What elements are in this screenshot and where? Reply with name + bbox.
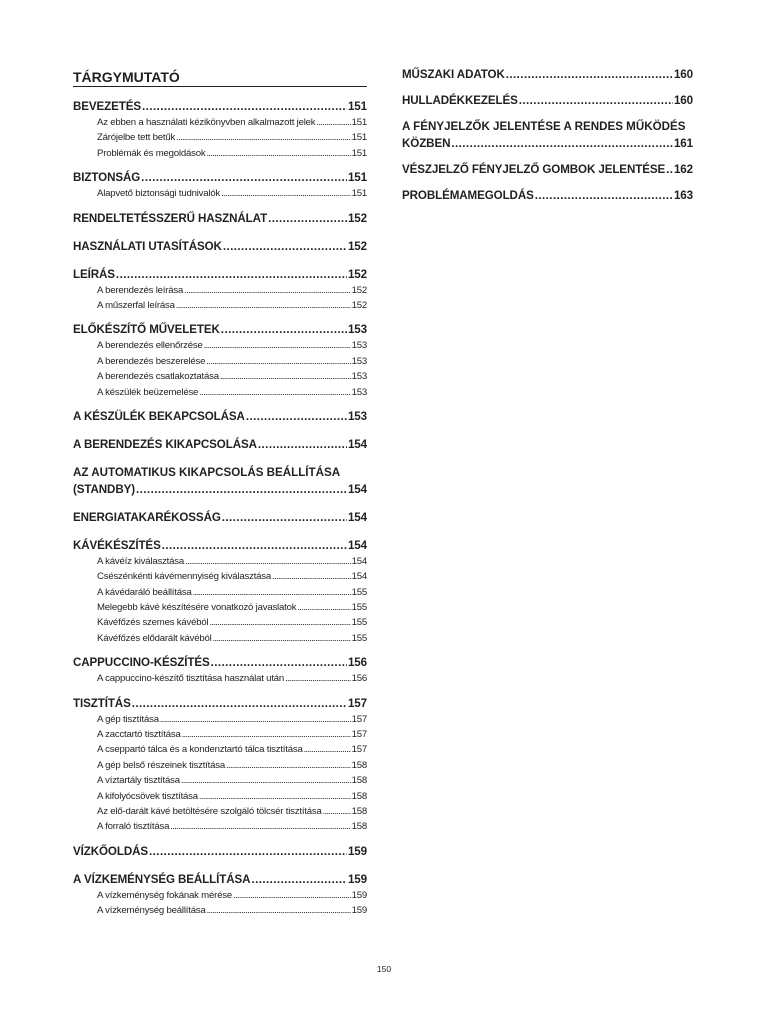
toc-subentry-label: A kávéíz kiválasztása <box>97 555 184 567</box>
toc-section <box>73 321 367 400</box>
toc-right-list <box>402 66 693 204</box>
toc-subentry-label: A forraló tisztítása <box>97 821 170 833</box>
toc-heading-page-number: 159 <box>347 844 367 858</box>
toc-subentry-page-number: 152 <box>351 299 367 311</box>
toc-subentry-label: A kifolyócsövek tisztítása <box>97 790 198 802</box>
toc-heading-line1: A FÉNYJELZŐK JELENTÉSE A RENDES MŰKÖDÉS <box>402 120 686 133</box>
dot-leader <box>221 186 351 201</box>
dot-leader <box>272 569 351 584</box>
dot-leader <box>506 66 673 83</box>
toc-subentry[interactable] <box>73 712 367 727</box>
dot-leader <box>176 130 350 145</box>
toc-subentry-label: A cappuccino-készítő tisztítása használat után <box>97 673 285 685</box>
toc-section <box>73 654 367 686</box>
toc-heading-label: RENDELTETÉSSZERŰ HASZNÁLAT <box>73 211 268 225</box>
toc-heading[interactable] <box>73 843 367 860</box>
toc-section <box>73 266 367 314</box>
toc-subentry[interactable] <box>73 115 367 130</box>
toc-subentry[interactable] <box>73 298 367 313</box>
dot-leader <box>221 321 347 338</box>
dot-leader <box>116 266 347 283</box>
dot-leader <box>222 509 347 526</box>
toc-heading-label: LEÍRÁS <box>73 267 115 281</box>
toc-section <box>73 537 367 646</box>
toc-heading-page-number: 151 <box>347 100 367 113</box>
toc-subentry[interactable] <box>73 758 367 773</box>
toc-section <box>402 118 693 152</box>
toc-heading[interactable] <box>73 408 367 425</box>
dot-leader <box>132 695 347 712</box>
dot-leader <box>193 585 351 600</box>
toc-subentry-page-number: 158 <box>351 805 367 817</box>
toc-heading[interactable] <box>402 66 693 83</box>
dot-leader <box>207 903 351 918</box>
toc-subentry-label: Az ebben a használati kézikönyvben alkalmazott jelek <box>97 116 316 128</box>
toc-heading-label: CAPPUCCINO-KÉSZÍTÉS <box>73 656 210 670</box>
toc-subentry-page-number: 153 <box>351 371 367 383</box>
toc-subentry-label: A kávédaráló beállítása <box>97 586 192 598</box>
page-number: 150 <box>376 964 392 974</box>
dot-leader <box>226 758 351 773</box>
toc-section <box>73 695 367 835</box>
toc-subentry-label: A cseppartó tálca és a kondenztartó tálca tisztítása <box>97 744 303 756</box>
dot-leader <box>220 369 351 384</box>
toc-heading[interactable] <box>73 537 367 554</box>
dot-leader <box>204 338 351 353</box>
toc-subentry-label: A berendezés ellenőrzése <box>97 340 203 352</box>
toc-heading[interactable] <box>73 210 367 227</box>
toc-heading-page-number: 152 <box>347 239 367 253</box>
toc-heading[interactable] <box>402 187 693 204</box>
toc-subentry[interactable] <box>73 773 367 788</box>
dot-leader <box>181 773 351 788</box>
toc-heading[interactable] <box>402 135 693 152</box>
toc-heading-label: MŰSZAKI ADATOK <box>402 68 505 81</box>
toc-subentry[interactable] <box>73 888 367 903</box>
toc-left-column <box>73 68 367 927</box>
toc-subentry[interactable] <box>73 631 367 646</box>
toc-section <box>73 436 367 453</box>
toc-heading-page-number: 154 <box>347 482 367 496</box>
toc-subentry-page-number: 151 <box>351 116 367 128</box>
toc-subentry-page-number: 158 <box>351 759 367 771</box>
dot-leader <box>199 789 351 804</box>
dot-leader <box>666 161 673 178</box>
toc-title: TÁRGYMUTATÓ <box>73 68 367 87</box>
dot-leader <box>160 712 351 727</box>
toc-subentry[interactable] <box>73 130 367 145</box>
toc-heading-page-number: 160 <box>673 94 693 107</box>
dot-leader <box>535 187 673 204</box>
toc-section <box>402 161 693 178</box>
toc-subentry[interactable] <box>73 600 367 615</box>
toc-subentry-page-number: 153 <box>351 340 367 352</box>
dot-leader <box>223 238 347 255</box>
toc-heading-page-number: 156 <box>347 656 367 670</box>
toc-subentry[interactable] <box>73 671 367 686</box>
toc-subentry[interactable] <box>73 789 367 804</box>
toc-section <box>73 169 367 201</box>
dot-leader <box>304 742 351 757</box>
toc-heading-page-number: 151 <box>347 171 367 185</box>
toc-heading-page-number: 157 <box>347 696 367 710</box>
toc-subentry-page-number: 158 <box>351 775 367 787</box>
toc-heading-label: HASZNÁLATI UTASÍTÁSOK <box>73 239 222 253</box>
dot-leader <box>316 115 350 130</box>
toc-subentry[interactable] <box>73 146 367 161</box>
toc-section <box>73 408 367 425</box>
toc-section <box>402 92 693 109</box>
toc-section <box>73 238 367 255</box>
toc-heading[interactable] <box>73 481 367 498</box>
toc-heading-label: KÁVÉKÉSZÍTÉS <box>73 538 161 552</box>
toc-subentry-label: A zacctartó tisztítása <box>97 729 181 741</box>
toc-heading-label: ENERGIATAKARÉKOSSÁG <box>73 510 221 524</box>
dot-leader <box>297 600 350 615</box>
toc-subentry[interactable] <box>73 554 367 569</box>
dot-leader <box>136 481 347 498</box>
toc-heading[interactable] <box>73 266 367 283</box>
toc-heading[interactable] <box>402 92 693 109</box>
toc-heading-page-number: 152 <box>347 267 367 281</box>
toc-subentry-label: Melegebb kávé készítésére vonatkozó javaslatok <box>97 602 297 614</box>
toc-subentry-page-number: 154 <box>351 555 367 567</box>
toc-subentry-label: Az elő-darált kávé betöltésére szolgáló tölcsér tisztítása <box>97 805 322 817</box>
toc-subentry[interactable] <box>73 569 367 584</box>
dot-leader <box>170 819 350 834</box>
toc-section <box>73 843 367 860</box>
dot-leader <box>519 92 673 109</box>
dot-leader <box>285 671 351 686</box>
toc-subentry[interactable] <box>73 585 367 600</box>
toc-heading-label: HULLADÉKKEZELÉS <box>402 94 518 107</box>
dot-leader <box>141 169 347 186</box>
dot-leader <box>185 554 351 569</box>
toc-subentry[interactable] <box>73 615 367 630</box>
toc-heading-page-number: 152 <box>347 211 367 225</box>
dot-leader <box>451 135 673 152</box>
toc-heading-page-number: 161 <box>673 137 693 150</box>
toc-right-column <box>402 66 693 213</box>
toc-subentry-label: A vízkeménység beállítása <box>97 905 206 917</box>
toc-heading[interactable] <box>73 436 367 453</box>
toc-heading-label: A VÍZKEMÉNYSÉG BEÁLLÍTÁSA <box>73 872 251 886</box>
toc-subentry-page-number: 154 <box>351 571 367 583</box>
toc-subentry[interactable] <box>73 369 367 384</box>
toc-heading-label: ELŐKÉSZÍTŐ MŰVELETEK <box>73 323 220 337</box>
toc-heading-page-number: 162 <box>673 163 693 176</box>
toc-subentry-label: A berendezés csatlakoztatása <box>97 371 219 383</box>
toc-section <box>73 509 367 526</box>
dot-leader <box>176 298 351 313</box>
toc-heading-page-number: 163 <box>673 189 693 202</box>
toc-heading-label: A BERENDEZÉS KIKAPCSOLÁSA <box>73 437 257 451</box>
dot-leader <box>258 436 347 453</box>
toc-heading-page-number: 154 <box>347 538 367 552</box>
toc-subentry-page-number: 158 <box>351 790 367 802</box>
toc-heading-label: VÉSZJELZŐ FÉNYJELZŐ GOMBOK JELENTÉSE <box>402 163 666 176</box>
toc-heading-multiline[interactable] <box>402 118 693 152</box>
toc-subentry[interactable] <box>73 742 367 757</box>
toc-subentry-page-number: 153 <box>351 355 367 367</box>
toc-subentry-label: A gép belső részeinek tisztítása <box>97 759 225 771</box>
toc-subentry-page-number: 159 <box>351 889 367 901</box>
toc-subentry-page-number: 152 <box>351 284 367 296</box>
toc-subentry-label: Problémák és megoldások <box>97 147 206 159</box>
dot-leader <box>209 615 350 630</box>
toc-section <box>73 98 367 161</box>
toc-subentry-page-number: 155 <box>351 586 367 598</box>
toc-subentry-page-number: 159 <box>351 905 367 917</box>
toc-subentry-label: A berendezés leírása <box>97 284 184 296</box>
toc-subentry-page-number: 157 <box>351 713 367 725</box>
toc-section <box>73 210 367 227</box>
toc-subentry[interactable] <box>73 819 367 834</box>
toc-heading-label: KÖZBEN <box>402 137 451 150</box>
toc-subentry-label: Kávéfőzés szemes kávéból <box>97 617 209 629</box>
toc-subentry-page-number: 153 <box>351 386 367 398</box>
toc-heading-label: PROBLÉMAMEGOLDÁS <box>402 189 534 202</box>
dot-leader <box>142 98 347 115</box>
toc-heading-page-number: 160 <box>673 68 693 81</box>
toc-heading[interactable] <box>73 321 367 338</box>
dot-leader <box>246 408 347 425</box>
dot-leader <box>206 146 350 161</box>
toc-section <box>73 464 367 498</box>
toc-subentry[interactable] <box>73 186 367 201</box>
toc-subentry-label: Kávéfőzés elődarált kávéból <box>97 632 212 644</box>
dot-leader <box>206 354 350 369</box>
toc-subentry-page-number: 151 <box>351 132 367 144</box>
toc-heading[interactable] <box>73 695 367 712</box>
toc-subentry[interactable] <box>73 903 367 918</box>
dot-leader <box>199 385 350 400</box>
toc-subentry[interactable] <box>73 283 367 298</box>
toc-heading-page-number: 153 <box>347 409 367 423</box>
toc-heading[interactable] <box>402 161 693 178</box>
toc-heading-page-number: 154 <box>347 510 367 524</box>
toc-heading-label: TISZTÍTÁS <box>73 696 131 710</box>
toc-subentry-label: A műszerfal leírása <box>97 299 175 311</box>
toc-subentry[interactable] <box>73 804 367 819</box>
toc-heading[interactable] <box>73 654 367 671</box>
toc-heading[interactable] <box>73 871 367 888</box>
dot-leader <box>323 804 351 819</box>
toc-subentry-page-number: 151 <box>351 188 367 200</box>
toc-subentry-page-number: 155 <box>351 602 367 614</box>
toc-heading-label: BEVEZETÉS <box>73 100 142 113</box>
dot-leader <box>211 654 347 671</box>
toc-subentry-label: Csészénkénti kávémennyiség kiválasztása <box>97 571 272 583</box>
dot-leader <box>251 871 347 888</box>
toc-subentry-label: A gép tisztítása <box>97 713 159 725</box>
toc-heading[interactable] <box>73 169 367 186</box>
toc-subentry[interactable] <box>73 354 367 369</box>
toc-section <box>73 871 367 919</box>
toc-subentry-page-number: 158 <box>351 821 367 833</box>
toc-subentry-label: A vízkeménység fokának mérése <box>97 889 232 901</box>
toc-subentry-page-number: 157 <box>351 729 367 741</box>
toc-subentry-page-number: 156 <box>351 673 367 685</box>
toc-subentry-label: Alapvető biztonsági tudnivalók <box>97 188 221 200</box>
toc-heading-page-number: 153 <box>347 323 367 337</box>
toc-heading-multiline[interactable] <box>73 464 367 498</box>
toc-heading[interactable] <box>73 238 367 255</box>
dot-leader <box>184 283 350 298</box>
toc-heading[interactable] <box>73 509 367 526</box>
toc-subentry-label: Zárójelbe tett betűk <box>97 132 176 144</box>
toc-section <box>402 187 693 204</box>
toc-heading-page-number: 159 <box>347 872 367 886</box>
toc-subentry[interactable] <box>73 385 367 400</box>
toc-subentry-page-number: 155 <box>351 617 367 629</box>
toc-subentry-label: A víztartály tisztítása <box>97 775 180 787</box>
toc-heading-line1: AZ AUTOMATIKUS KIKAPCSOLÁS BEÁLLÍTÁSA <box>73 465 341 479</box>
toc-subentry-label: A készülék beüzemelése <box>97 386 199 398</box>
dot-leader <box>182 727 351 742</box>
toc-subentry-page-number: 155 <box>351 632 367 644</box>
toc-heading[interactable] <box>73 98 367 115</box>
toc-heading-label: BIZTONSÁG <box>73 171 141 185</box>
toc-subentry-page-number: 157 <box>351 744 367 756</box>
toc-heading-label: VÍZKŐOLDÁS <box>73 844 149 858</box>
dot-leader <box>213 631 351 646</box>
toc-subentry[interactable] <box>73 727 367 742</box>
dot-leader <box>162 537 347 554</box>
toc-subentry-page-number: 151 <box>351 147 367 159</box>
toc-subentry-label: A berendezés beszerelése <box>97 355 206 367</box>
dot-leader <box>149 843 347 860</box>
dot-leader <box>233 888 351 903</box>
toc-subentry[interactable] <box>73 338 367 353</box>
toc-section <box>402 66 693 83</box>
toc-heading-page-number: 154 <box>347 437 367 451</box>
toc-left-list <box>73 98 367 919</box>
toc-heading-label: A KÉSZÜLÉK BEKAPCSOLÁSA <box>73 409 245 423</box>
toc-heading-label: (STANDBY) <box>73 482 135 496</box>
dot-leader <box>268 210 347 227</box>
